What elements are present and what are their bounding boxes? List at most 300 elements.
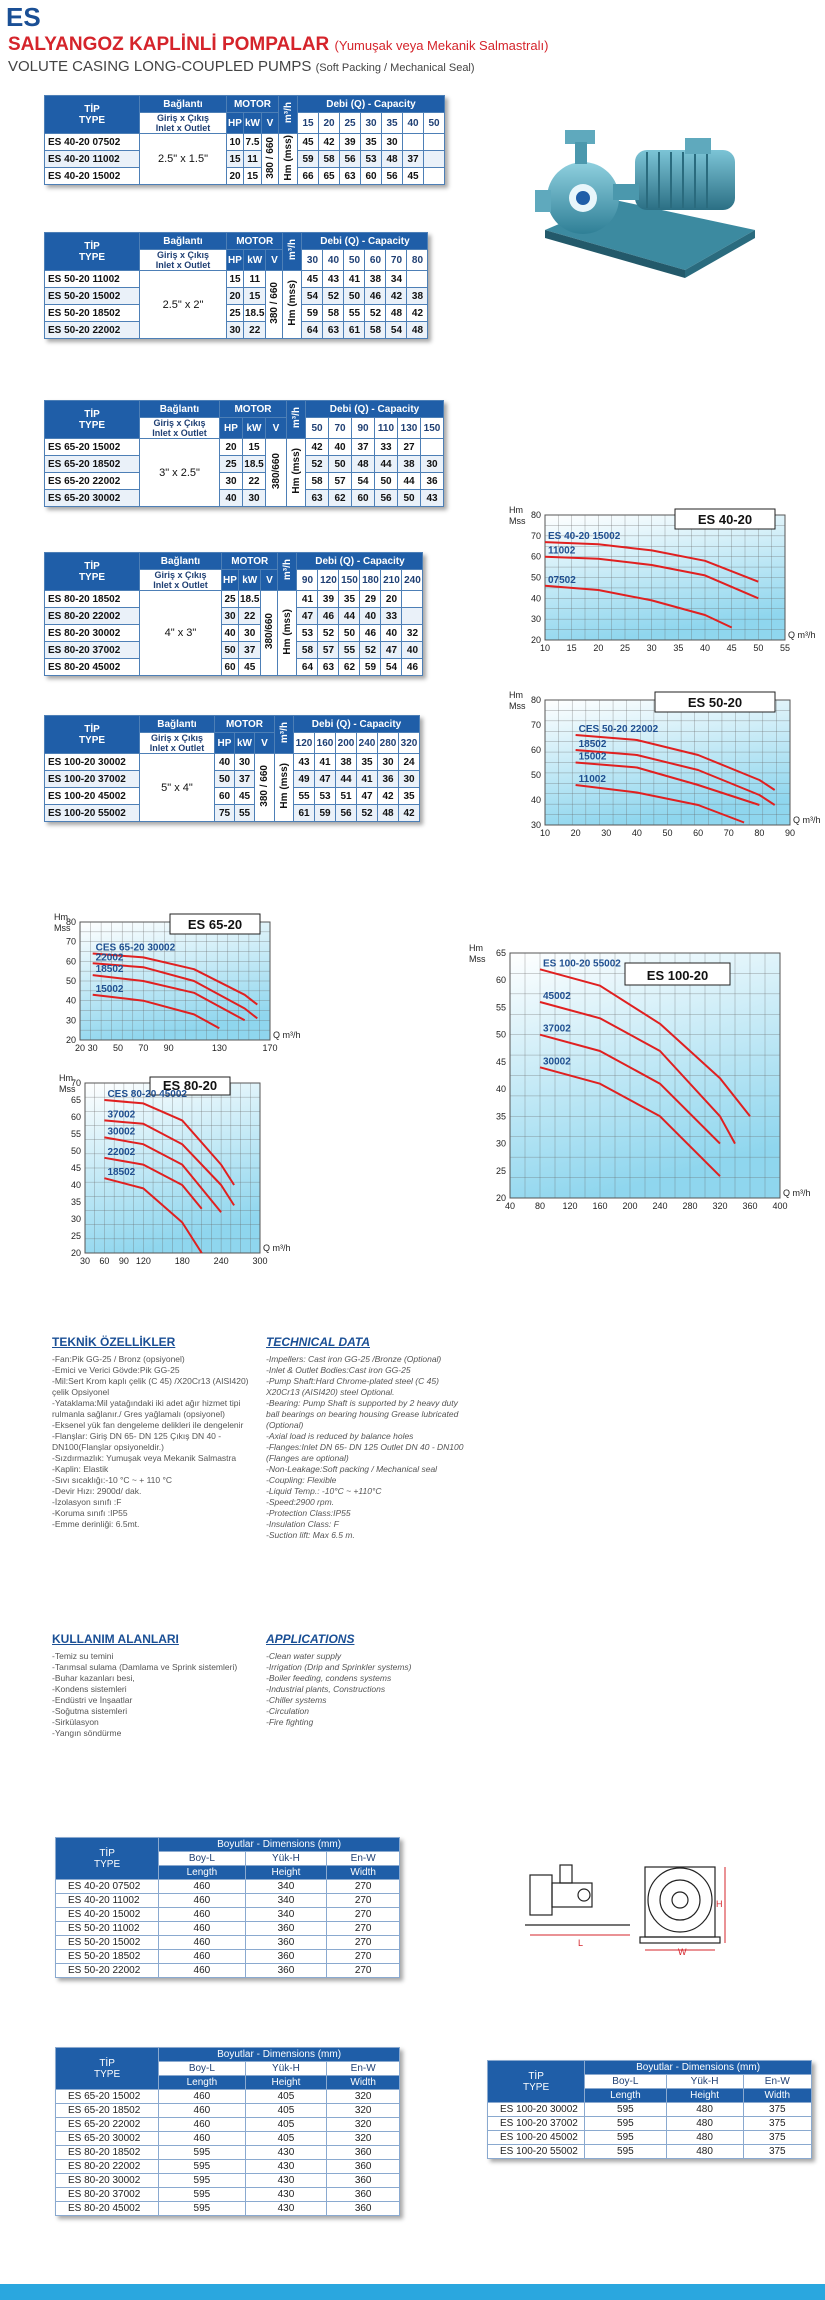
voltage <box>261 591 278 676</box>
head-value: 43 <box>421 490 444 507</box>
list-item: - Irrigation (Drip and Sprinkler systems) <box>266 1662 471 1673</box>
connection-subheader <box>140 733 215 754</box>
head-value: 48 <box>378 805 399 822</box>
spec-row <box>45 305 428 322</box>
list-item: - Chiller systems <box>266 1695 471 1706</box>
list-item: - Endüstri ve İnşaatlar <box>52 1695 252 1706</box>
hp-value: 75 <box>215 805 235 822</box>
type-header-tr: TİP <box>84 103 100 115</box>
head-value: 55 <box>339 642 360 659</box>
series-label: 18502 <box>95 964 124 976</box>
voltage-label: 380 / 660 <box>259 765 270 807</box>
dimension-value: 480 <box>666 2131 743 2145</box>
head-value: 55 <box>344 305 365 322</box>
head-value: 41 <box>315 754 336 771</box>
spec-row <box>45 608 423 625</box>
x-tick-label: 20 <box>593 643 604 653</box>
spec-row <box>45 591 423 608</box>
dimension-value: 430 <box>245 2174 327 2188</box>
pump-type: ES 100-20 30002 <box>488 2103 585 2117</box>
series-label: CES 50-20 22002 <box>578 724 659 735</box>
x-tick-label: 30 <box>601 828 612 838</box>
head-value: 24 <box>399 754 420 771</box>
list-item: - Yataklama:Mil yatağındaki iki adet ağır hizmet tipi rulmanla sağlanır./ Gres yağlamalı (opsiyonel) <box>52 1398 252 1420</box>
x-axis-label: Q m³/h <box>783 1188 811 1198</box>
dimension-value: 595 <box>159 2188 245 2202</box>
head-unit <box>278 591 297 676</box>
x-tick-label: 70 <box>138 1043 149 1053</box>
spec-row <box>45 288 428 305</box>
flow-unit-header <box>279 96 298 134</box>
dimension-value: 480 <box>666 2103 743 2117</box>
head-value <box>424 134 445 151</box>
width-header-tr: En-W <box>327 1852 400 1866</box>
head-value: 54 <box>386 322 407 339</box>
connection-subheader-en: Inlet x Outlet <box>149 743 205 753</box>
dimension-value: 460 <box>159 1880 245 1894</box>
flow-value: 70 <box>329 418 352 439</box>
length-header-tr: Boy-L <box>159 1852 245 1866</box>
type-header <box>45 716 140 754</box>
x-tick-label: 15 <box>566 643 577 653</box>
hp-value: 10 <box>227 134 244 151</box>
y-tick-label: 55 <box>495 1002 506 1013</box>
tech-list-tr <box>52 1354 252 1530</box>
y-axis-label: Hm <box>469 943 483 953</box>
head-value: 54 <box>381 659 402 676</box>
page-title-tr: SALYANGOZ KAPLİNLİ POMPALAR (Yumuşak veya Mekanik Salmastralı) <box>8 34 549 55</box>
hp-value: 15 <box>227 151 244 168</box>
head-value: 62 <box>329 490 352 507</box>
dimension-value: 460 <box>159 2118 245 2132</box>
kw-value: 37 <box>239 642 261 659</box>
pump-type: ES 80-20 37002 <box>45 642 140 659</box>
voltage <box>266 439 287 507</box>
y-tick-label: 30 <box>70 1214 81 1224</box>
hp-value: 40 <box>222 625 239 642</box>
pump-type: ES 50-20 18502 <box>56 1950 159 1964</box>
flow-value: 280 <box>378 733 399 754</box>
x-tick-label: 50 <box>112 1043 124 1053</box>
series-label: 22002 <box>107 1146 136 1158</box>
head-value: 32 <box>402 625 423 642</box>
voltage-label: 380/660 <box>270 452 282 490</box>
connection-size: 5" x 4" <box>140 754 215 822</box>
head-value: 64 <box>302 322 323 339</box>
x-tick-label: 60 <box>99 1256 110 1266</box>
flow-value: 25 <box>340 113 361 134</box>
x-tick-label: 80 <box>754 828 765 838</box>
head-value: 42 <box>378 788 399 805</box>
y-tick-label: 70 <box>70 1078 81 1088</box>
length-header-tr: Boy-L <box>159 2062 245 2076</box>
x-tick-label: 280 <box>682 1201 698 1211</box>
head-value: 20 <box>381 591 402 608</box>
flow-value: 150 <box>421 418 444 439</box>
pump-type: ES 80-20 22002 <box>56 2160 159 2174</box>
flow-value: 180 <box>360 570 381 591</box>
dimension-value: 360 <box>327 2160 400 2174</box>
type-header <box>56 2048 159 2090</box>
v-header: V <box>261 570 278 591</box>
height-header-en: Height <box>245 1866 327 1880</box>
connection-subheader-en: Inlet x Outlet <box>155 260 211 270</box>
hp-value: 60 <box>222 659 239 676</box>
head-value: 52 <box>318 625 339 642</box>
y-tick-label: 45 <box>495 1056 506 1067</box>
type-header-en: TYPE <box>94 1858 121 1870</box>
spec-row <box>45 134 445 151</box>
head-value: 59 <box>302 305 323 322</box>
flow-value: 120 <box>318 570 339 591</box>
head-value: 66 <box>298 168 319 185</box>
series-label: 30002 <box>543 1056 571 1068</box>
hp-value: 30 <box>222 608 239 625</box>
y-tick-label: 20 <box>530 635 541 645</box>
y-tick-label: 40 <box>495 1084 506 1095</box>
list-item: - Boiler feeding, condens systems <box>266 1673 471 1684</box>
head-value: 46 <box>402 659 423 676</box>
head-value: 44 <box>398 473 421 490</box>
dimension-row <box>56 2146 400 2160</box>
dimension-value: 430 <box>245 2160 327 2174</box>
dimension-row <box>56 1908 400 1922</box>
head-value: 42 <box>386 288 407 305</box>
head-value: 37 <box>352 439 375 456</box>
dimension-row <box>56 2202 400 2216</box>
y-tick-label: 35 <box>495 1111 506 1122</box>
spec-table <box>44 232 428 339</box>
head-value: 63 <box>340 168 361 185</box>
connection-subheader-tr: Giriş x Çıkış <box>156 250 210 260</box>
head-value: 38 <box>365 271 386 288</box>
chart-es-80-20 <box>55 1075 320 1275</box>
list-item: - Emme derinliği: 6.5mt. <box>52 1519 252 1530</box>
list-item: - Protection Class:IP55 <box>266 1508 471 1519</box>
hp-value: 30 <box>220 473 243 490</box>
chart-es-65-20 <box>50 910 320 1070</box>
flow-value: 50 <box>306 418 329 439</box>
kw-value: 22 <box>243 473 266 490</box>
voltage <box>262 134 279 185</box>
head-value: 33 <box>381 608 402 625</box>
spec-row <box>45 473 444 490</box>
dimension-value: 405 <box>245 2090 327 2104</box>
pump-type: ES 50-20 18502 <box>45 305 140 322</box>
list-item: - Soğutma sistemleri <box>52 1706 252 1717</box>
head-value: 52 <box>360 642 381 659</box>
type-header-en: TYPE <box>78 571 106 583</box>
type-header-en: TYPE <box>78 419 106 431</box>
head-value: 50 <box>339 625 360 642</box>
dimension-value: 360 <box>245 1936 327 1950</box>
dimension-row <box>56 1880 400 1894</box>
pump-type: ES 65-20 30002 <box>45 490 140 507</box>
tech-title-tr: TEKNİK ÖZELLİKLER <box>52 1335 176 1349</box>
head-value: 53 <box>361 151 382 168</box>
head-value: 54 <box>352 473 375 490</box>
connection-size: 4" x 3" <box>140 591 222 676</box>
head-value: 38 <box>336 754 357 771</box>
flow-unit-label: m³/h <box>286 239 298 261</box>
head-value: 44 <box>339 608 360 625</box>
head-value: 40 <box>360 608 381 625</box>
head-value: 59 <box>298 151 319 168</box>
dimension-value: 460 <box>159 1922 245 1936</box>
y-axis-label: Hm <box>509 690 523 700</box>
x-tick-label: 30 <box>87 1043 98 1053</box>
flow-value: 30 <box>302 250 323 271</box>
dimension-value: 595 <box>159 2160 245 2174</box>
list-item: - İzolasyon sınıfı :F <box>52 1497 252 1508</box>
kw-header: kW <box>235 733 255 754</box>
head-value: 47 <box>315 771 336 788</box>
pump-type: ES 65-20 15002 <box>45 439 140 456</box>
dimension-table <box>55 2047 400 2216</box>
pump-type: ES 80-20 37002 <box>56 2188 159 2202</box>
pump-photo <box>535 120 765 280</box>
x-tick-label: 90 <box>163 1043 174 1053</box>
head-value: 55 <box>294 788 315 805</box>
head-value: 45 <box>302 271 323 288</box>
y-tick-label: 40 <box>70 1180 81 1190</box>
head-value: 33 <box>375 439 398 456</box>
list-item: - Mil:Sert Krom kaplı çelik (C 45) /X20Cr13 (AISI420) çelik Opsiyonel <box>52 1376 252 1398</box>
kw-value: 11 <box>244 271 266 288</box>
dimension-value: 270 <box>327 1880 400 1894</box>
head-value: 45 <box>298 134 319 151</box>
list-item: - Devir Hızı: 2900d/ dak. <box>52 1486 252 1497</box>
list-item: - Tarımsal sulama (Damlama ve Sprink sistemleri) <box>52 1662 252 1673</box>
flow-value: 90 <box>352 418 375 439</box>
pump-type: ES 80-20 18502 <box>56 2146 159 2160</box>
head-value: 53 <box>297 625 318 642</box>
hp-value: 60 <box>215 788 235 805</box>
list-item: - Fan:Pik GG-25 / Bronz (opsiyonel) <box>52 1354 252 1365</box>
head-value: 65 <box>319 168 340 185</box>
head-value: 41 <box>297 591 318 608</box>
dimension-value: 595 <box>159 2202 245 2216</box>
kw-value: 22 <box>239 608 261 625</box>
head-value: 60 <box>352 490 375 507</box>
dimension-value: 460 <box>159 2132 245 2146</box>
kw-value: 18.5 <box>244 305 266 322</box>
head-value: 35 <box>339 591 360 608</box>
y-tick-label: 35 <box>70 1197 81 1207</box>
list-item: - Buhar kazanları besi, <box>52 1673 252 1684</box>
head-value: 58 <box>297 642 318 659</box>
type-header-tr: TİP <box>99 2057 115 2069</box>
head-value: 51 <box>336 788 357 805</box>
head-value: 59 <box>315 805 336 822</box>
kw-value: 15 <box>243 439 266 456</box>
hp-header: HP <box>227 113 244 134</box>
y-axis-label-unit: Mss <box>469 954 486 964</box>
connection-header: Bağlantı <box>140 716 215 733</box>
chart-title: ES 100-20 <box>646 968 709 983</box>
series-label: 37002 <box>543 1023 571 1035</box>
list-item: - Emici ve Verici Gövde:Pik GG-25 <box>52 1365 252 1376</box>
dimension-value: 460 <box>159 1908 245 1922</box>
pump-type: ES 100-20 37002 <box>488 2117 585 2131</box>
head-value: 58 <box>323 305 344 322</box>
flow-value: 70 <box>386 250 407 271</box>
head-value: 45 <box>403 168 424 185</box>
y-tick-label: 40 <box>65 995 76 1006</box>
dimension-row <box>56 1922 400 1936</box>
dimension-value: 360 <box>245 1922 327 1936</box>
height-header-tr: Yük-H <box>245 2062 327 2076</box>
connection-subheader-tr: Giriş x Çıkış <box>150 733 204 743</box>
pump-type: ES 80-20 30002 <box>45 625 140 642</box>
y-tick-label: 60 <box>70 1112 81 1122</box>
head-value: 48 <box>386 305 407 322</box>
head-value: 38 <box>398 456 421 473</box>
x-tick-label: 320 <box>712 1201 728 1211</box>
flow-value: 80 <box>407 250 428 271</box>
dimension-value: 320 <box>327 2104 400 2118</box>
usage-list-en <box>266 1651 471 1728</box>
head-value: 30 <box>399 771 420 788</box>
head-value: 27 <box>398 439 421 456</box>
dimension-value: 375 <box>743 2103 811 2117</box>
head-unit-label: Hm (mss) <box>282 134 294 181</box>
v-header: V <box>255 733 275 754</box>
motor-header: MOTOR <box>215 716 275 733</box>
head-value: 46 <box>365 288 386 305</box>
flow-value: 90 <box>297 570 318 591</box>
list-item: - Kondens sistemleri <box>52 1684 252 1695</box>
x-axis-label: Q m³/h <box>793 815 821 825</box>
kw-value: 18.5 <box>239 591 261 608</box>
spec-row <box>45 754 420 771</box>
kw-header: kW <box>239 570 261 591</box>
head-value: 58 <box>306 473 329 490</box>
chart-es-50-20 <box>505 688 821 853</box>
y-tick-label: 20 <box>495 1193 506 1203</box>
head-unit <box>275 754 294 822</box>
hp-header: HP <box>222 570 239 591</box>
flow-value: 240 <box>402 570 423 591</box>
head-value <box>402 608 423 625</box>
flow-unit-header <box>283 233 302 271</box>
x-tick-label: 30 <box>79 1256 91 1266</box>
flow-value: 15 <box>298 113 319 134</box>
y-tick-label: 80 <box>65 917 76 927</box>
x-tick-label: 20 <box>74 1043 86 1053</box>
head-value: 63 <box>323 322 344 339</box>
y-axis-label-unit: Mss <box>509 516 526 526</box>
head-value <box>424 168 445 185</box>
dimension-row <box>56 1950 400 1964</box>
connection-size: 2.5" x 1.5" <box>140 134 227 185</box>
y-axis-label: Hm <box>509 505 523 515</box>
height-header-en: Height <box>666 2089 743 2103</box>
dimension-value: 375 <box>743 2131 811 2145</box>
x-tick-label: 90 <box>118 1256 129 1266</box>
list-item: - Flanşlar: Giriş DN 65- DN 125 Çıkış DN 40 - DN100(Flanşlar opsiyoneldir.) <box>52 1431 252 1453</box>
spec-row <box>45 788 420 805</box>
series-label: 11002 <box>578 774 606 785</box>
y-axis-label-unit: Mss <box>54 923 71 933</box>
list-item: - Clean water supply <box>266 1651 471 1662</box>
series-label: 30002 <box>107 1126 136 1138</box>
head-value <box>403 134 424 151</box>
head-value: 56 <box>336 805 357 822</box>
kw-value: 30 <box>243 490 266 507</box>
spec-table <box>44 400 444 507</box>
y-axis-label-unit: Mss <box>59 1084 76 1094</box>
voltage-label: 380 / 660 <box>268 282 280 324</box>
head-unit-label: Hm (mss) <box>281 608 293 655</box>
type-header-tr: TİP <box>99 1847 115 1859</box>
list-item: - Insulation Class: F <box>266 1519 471 1530</box>
head-value: 52 <box>323 288 344 305</box>
y-tick-label: 40 <box>530 795 541 805</box>
spec-row <box>45 642 423 659</box>
x-tick-label: 90 <box>784 828 796 838</box>
flow-value: 40 <box>403 113 424 134</box>
x-tick-label: 60 <box>693 828 704 838</box>
head-value: 30 <box>421 456 444 473</box>
type-header <box>56 1838 159 1880</box>
y-tick-label: 60 <box>530 551 541 562</box>
y-tick-label: 80 <box>530 510 541 520</box>
head-value: 52 <box>306 456 329 473</box>
head-value: 40 <box>329 439 352 456</box>
y-tick-label: 50 <box>70 1146 81 1156</box>
head-value: 62 <box>339 659 360 676</box>
x-tick-label: 50 <box>662 828 673 838</box>
list-item: - Speed:2900 rpm. <box>266 1497 471 1508</box>
dimensions-header: Boyutlar - Dimensions (mm) <box>159 1838 400 1852</box>
chart-title: ES 65-20 <box>187 917 243 932</box>
flow-unit-label: m³/h <box>278 722 290 744</box>
list-item: - Coupling: Flexible <box>266 1475 471 1486</box>
flow-value: 35 <box>382 113 403 134</box>
head-value: 44 <box>336 771 357 788</box>
head-value: 50 <box>375 473 398 490</box>
voltage-label: 380 / 660 <box>264 136 276 179</box>
x-tick-label: 130 <box>211 1043 227 1053</box>
hp-value: 25 <box>220 456 243 473</box>
flow-value: 160 <box>315 733 336 754</box>
length-header-tr: Boy-L <box>585 2075 666 2089</box>
dimension-value: 360 <box>327 2146 400 2160</box>
list-item: - Yangın söndürme <box>52 1728 252 1739</box>
head-value: 61 <box>344 322 365 339</box>
width-header-tr: En-W <box>743 2075 811 2089</box>
length-header-en: Length <box>159 2076 245 2090</box>
list-item: - Kaplin: Elastik <box>52 1464 252 1475</box>
kw-value: 18.5 <box>243 456 266 473</box>
pump-type: ES 80-20 45002 <box>45 659 140 676</box>
dimension-row <box>488 2131 812 2145</box>
connection-subheader <box>140 113 227 134</box>
head-value <box>421 439 444 456</box>
head-value: 43 <box>323 271 344 288</box>
flow-value: 60 <box>365 250 386 271</box>
tech-title-en: TECHNICAL DATA <box>266 1335 370 1349</box>
dimension-row <box>56 2132 400 2146</box>
type-header-tr: TİP <box>84 408 100 420</box>
head-value: 35 <box>361 134 382 151</box>
x-tick-label: 30 <box>646 643 657 653</box>
head-value: 35 <box>357 754 378 771</box>
head-unit-label: Hm (mss) <box>278 763 290 809</box>
head-value: 30 <box>378 754 399 771</box>
flow-value: 50 <box>424 113 445 134</box>
